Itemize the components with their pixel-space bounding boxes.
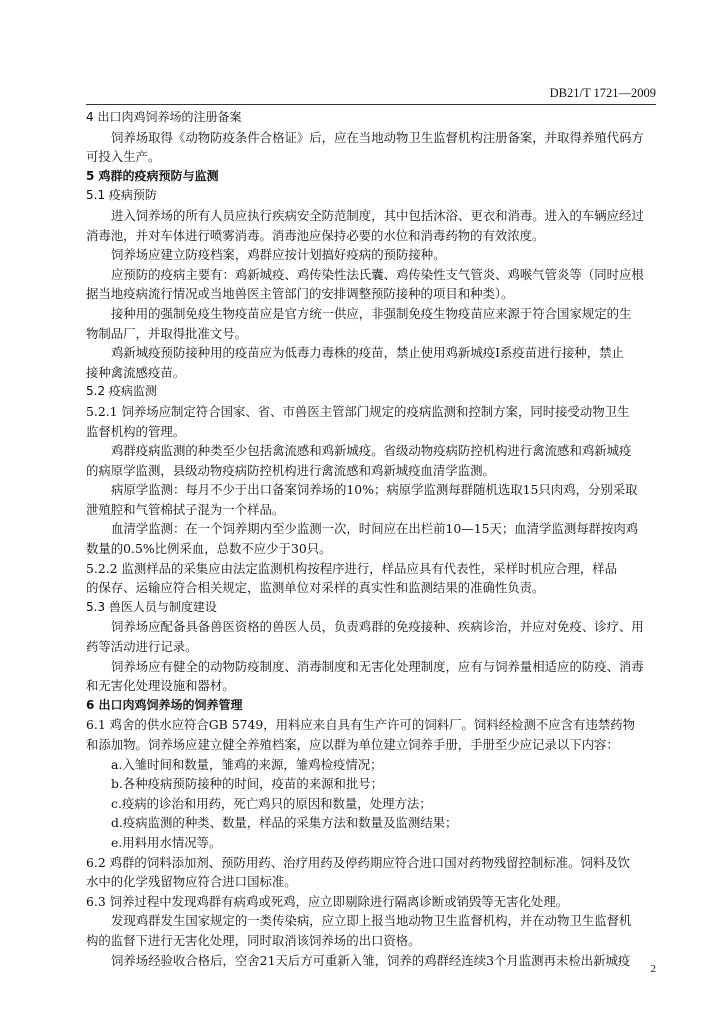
text-line: 水中的化学残留物应符合进口国标准。: [86, 874, 297, 890]
section-heading: 5.1 疫病预防: [86, 188, 157, 203]
text-line: 的病原学监测，县级动物疫病防控机构进行禽流感和鸡新城疫血清学监测。: [86, 462, 495, 478]
text-line: b.各种疫病预防接种的时间，疫苗的来源和批号；: [111, 776, 384, 792]
text-line: 6.2 鸡群的饲料添加剂、预防用药、治疗用药及停药期应符合进口国对药物残留控制标准。饲料及饮: [86, 854, 631, 870]
text-line: 病原学监测：每月不少于出口备案饲养场的10%；病原学监测每群随机选取15只肉鸡，分别采取: [111, 482, 638, 498]
text-line: 监督机构的管理。: [86, 423, 186, 439]
text-line: c.疫病的诊治和用药，死亡鸡只的原因和数量，处理方法；: [111, 795, 432, 811]
text-line: 和无害化处理设施和器材。: [86, 678, 235, 694]
text-line: 进入饲养场的所有人员应执行疾病安全防范制度，其中包括沐浴、更衣和消毒。进入的车辆应经过: [111, 207, 644, 223]
text-line: 饲养场取得《动物防疫条件合格证》后，应在当地动物卫生监督机构注册备案，并取得养殖代码方: [111, 129, 644, 145]
document-code: DB21/T 1721—2009: [549, 86, 656, 100]
text-line: 饲养场应有健全的动物防疫制度、消毒制度和无害化处理制度，应有与饲养量相适应的防疫、消毒: [111, 658, 644, 674]
text-line: 饲养场应建立防疫档案，鸡群应按计划搞好疫病的预防接种。: [111, 247, 446, 263]
section-heading: 5 鸡群的疫病预防与监测: [86, 168, 219, 183]
text-line: 可投入生产。: [86, 149, 161, 165]
section-heading: 5.3 兽医人员与制度建设: [86, 599, 217, 614]
text-line: 的保存、运输应符合相关规定，监测单位对采样的真实性和监测结果的准确性负责。: [86, 580, 545, 596]
text-line: 发现鸡群发生国家规定的一类传染病，应立即上报当地动物卫生监督机构，并在动物卫生监督机: [111, 913, 632, 929]
text-line: 鸡新城疫预防接种用的疫苗应为低毒力毒株的疫苗，禁止使用鸡新城疫Ⅰ系疫苗进行接种，禁止: [111, 345, 624, 361]
section-heading: 5.2 疫病监测: [86, 384, 157, 399]
text-line: 6.1 鸡舍的供水应符合GB 5749，用料应来自具有生产许可的饲料厂。饲料经检测不应含有违禁药物: [86, 717, 635, 733]
text-line: 接种用的强制免疫生物疫苗应是官方统一供应，非强制免疫生物疫苗应来源于符合国家规定的生: [111, 305, 632, 321]
text-line: a.入雏时间和数量，雏鸡的来源，雏鸡检疫情况；: [111, 756, 383, 772]
header-divider: [86, 104, 656, 105]
text-line: 药等活动进行记录。: [86, 639, 198, 655]
text-line: 鸡群疫病监测的种类至少包括禽流感和鸡新城疫。省级动物疫病防控机构进行禽流感和鸡新城疫: [111, 443, 632, 459]
text-line: 饲养场经验收合格后，空舍21天后方可重新入雏，饲养的鸡群经连续3个月监测再未检出新城疫: [111, 952, 631, 968]
text-line: 5.2.1 饲养场应制定符合国家、省、市兽医主管部门规定的疫病监测和控制方案，同时接受动物卫生: [86, 403, 630, 419]
text-line: e.用料用水情况等。: [111, 834, 222, 850]
text-line: 泄殖腔和气管棉拭子混为一个样品。: [86, 501, 285, 517]
page-number: 2: [650, 963, 656, 975]
text-line: 血清学监测：在一个饲养期内至少监测一次，时间应在出栏前10—15天；血清学监测每群按肉鸡: [111, 521, 639, 537]
document-body: [86, 108, 658, 970]
text-line: 消毒池，并对车体进行喷雾消毒。消毒池应保持必要的水位和消毒药物的有效浓度。: [86, 227, 545, 243]
text-line: d.疫病监测的种类、数量，样品的采集方法和数量及监测结果；: [111, 815, 458, 831]
text-line: 应预防的疫病主要有：鸡新城疫、鸡传染性法氏囊、鸡传染性支气管炎、鸡喉气管炎等（同时应根: [111, 266, 644, 282]
text-line: 数量的0.5%比例采血，总数不应少于30只。: [86, 541, 332, 557]
text-line: 和添加物。饲养场应建立健全养殖档案，应以群为单位建立饲养手册，手册至少应记录以下内容：: [86, 737, 619, 752]
text-line: 接种禽流感疫苗。: [86, 364, 186, 380]
text-line: 6.3 饲养过程中发现鸡群有病鸡或死鸡，应立即剔除进行隔离诊断或销毁等无害化处理。: [86, 893, 569, 909]
text-line: 5.2.2 监测样品的采集应由法定监测机构按程序进行，样品应具有代表性，采样时机应合理，样品: [86, 560, 618, 576]
section-heading: 6 出口肉鸡饲养场的饲养管理: [86, 697, 243, 712]
text-line: 据当地疫病流行情况或当地兽医主管部门的安排调整预防接种的项目和种类）。: [86, 286, 514, 302]
text-line: 饲养场应配备具备兽医资格的兽医人员，负责鸡群的免疫接种、疾病诊治，并应对免疫、诊疗、用: [111, 619, 644, 635]
text-line: 物制品厂，并取得批准文号。: [86, 325, 248, 341]
text-line: 构的监督下进行无害化处理，同时取消该饲养场的出口资格。: [86, 932, 421, 948]
section-heading: 4 出口肉鸡饲养场的注册备案: [86, 110, 242, 124]
